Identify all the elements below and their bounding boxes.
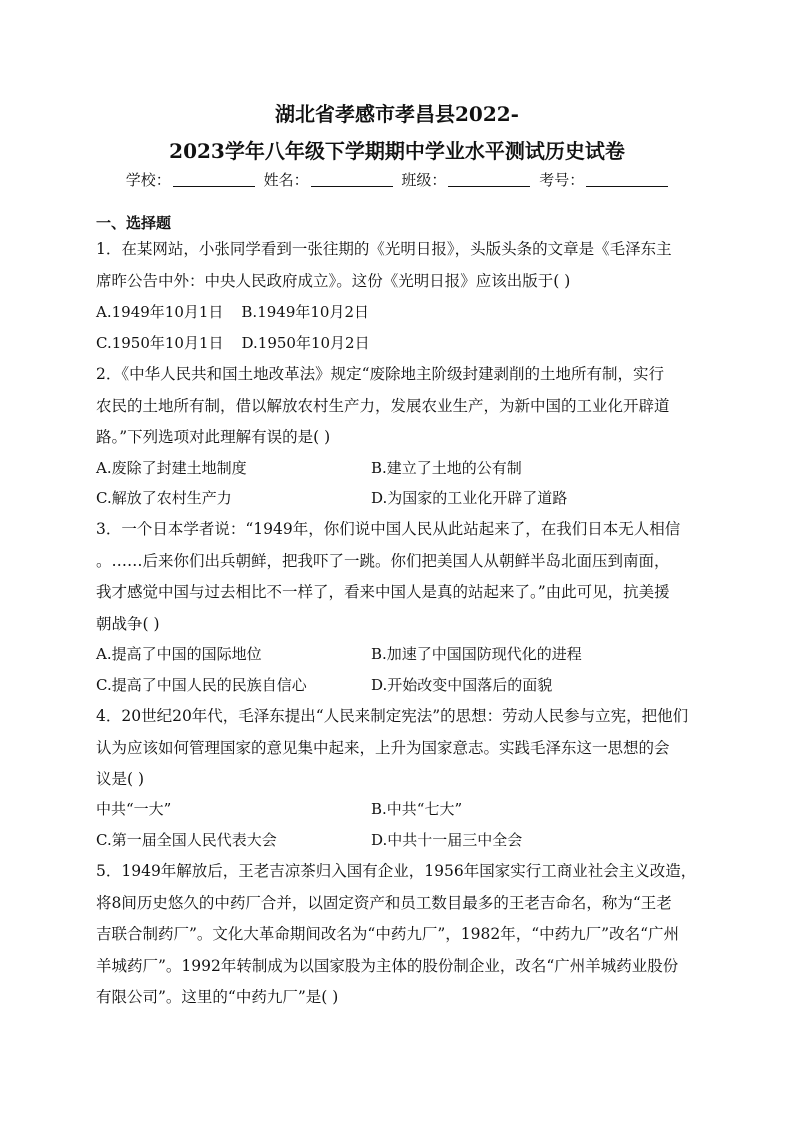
exam-title-line-2: 2023学年八年级下学期期中学业水平测试历史试卷	[169, 139, 625, 163]
name-blank	[311, 171, 393, 187]
option-b: B.建立了土地的公有制	[371, 459, 522, 477]
option-a: A.1949年10月1日	[96, 303, 224, 321]
class-blank	[448, 171, 530, 187]
option-b: B.1949年10月2日	[241, 303, 370, 321]
option-d: D.中共十一届三中全会	[371, 831, 523, 849]
school-field	[126, 170, 255, 190]
option-d: D.为国家的工业化开辟了道路	[371, 489, 568, 507]
question-1	[96, 234, 706, 297]
question-line: 农民的土地所有制，借以解放农村生产力，发展农业生产，为新中国的工业化开辟道	[96, 396, 670, 415]
option-c: C.解放了农村生产力	[96, 489, 232, 507]
question-1-options-row-2	[96, 333, 370, 353]
option-a: A.提高了中国的国际地位	[96, 645, 262, 663]
question-line: 。……后来你们出兵朝鲜，把我吓了一跳。你们把美国人从朝鲜半岛北面压到南面，	[96, 551, 670, 570]
question-line: 3．一个日本学者说：“1949年，你们说中国人民从此站起来了，在我们日本无人相信	[96, 520, 681, 538]
question-line: 1．在某网站，小张同学看到一张往期的《光明日报》，头版头条的文章是《毛泽东主	[96, 240, 672, 258]
section-heading: 一、选择题	[96, 214, 172, 232]
question-line: 议是( )	[96, 770, 145, 788]
question-line: 2．《中华人民共和国土地改革法》规定“废除地主阶级封建剥削的土地所有制，实行	[96, 365, 665, 383]
question-4	[96, 701, 706, 796]
option-c: C.第一届全国人民代表大会	[96, 831, 277, 849]
question-line: 朝战争( )	[96, 614, 160, 633]
question-line: 认为应该如何管理国家的意见集中起来，上升为国家意志。实践毛泽东这一思想的会	[96, 738, 670, 757]
school-label: 学校：	[125, 171, 171, 189]
class-label: 班级：	[401, 171, 447, 189]
name-field	[264, 170, 393, 190]
exam-number-label: 考号：	[539, 171, 585, 189]
question-line: 5．1949年解放后，王老吉凉茶归入国有企业，1956年国家实行工商业社会主义改造，	[96, 862, 697, 880]
question-line: 有限公司”。这里的“中药九厂”是( )	[96, 988, 339, 1006]
question-line: 将8间历史悠久的中药厂合并，以固定资产和员工数目最多的王老吉命名，称为“王老	[96, 893, 672, 912]
option-a: 中共“一大”	[96, 800, 172, 818]
class-field	[401, 170, 530, 190]
option-b: B.加速了中国国防现代化的进程	[371, 645, 582, 663]
option-c: C.1950年10月1日	[96, 334, 224, 352]
option-c: C.提高了中国人民的民族自信心	[96, 676, 307, 694]
option-d: D.开始改变中国落后的面貌	[371, 676, 553, 694]
school-blank	[173, 171, 255, 187]
question-3	[96, 514, 706, 640]
question-5	[96, 856, 706, 1014]
question-2	[96, 359, 706, 454]
option-a: A.废除了封建土地制度	[96, 459, 247, 477]
question-line: 席昨公告中外：中央人民政府成立》。这份《光明日报》应该出版于( )	[96, 271, 571, 290]
student-info-row	[0, 170, 794, 190]
exam-title-line-1: 湖北省孝感市孝昌县2022-	[275, 102, 519, 126]
name-label: 姓名：	[263, 171, 309, 189]
option-b: B.中共“七大”	[371, 800, 463, 818]
question-line: 我才感觉中国与过去相比不一样了，看来中国人是真的站起来了。”由此可见，抗美援	[96, 583, 670, 601]
question-line: 吉联合制药厂”。文化大革命期间改名为“中药九厂”，1982年，“中药九厂”改名“广州	[96, 925, 679, 943]
exam-number-field	[539, 170, 668, 190]
exam-number-blank	[586, 171, 668, 187]
question-line: 路。”下列选项对此理解有误的是( )	[96, 428, 331, 446]
option-d: D.1950年10月2日	[241, 334, 370, 352]
question-line: 4．20世纪20年代，毛泽东提出“人民来制定宪法”的思想：劳动人民参与立宪，把他们	[96, 707, 689, 725]
question-1-options-row-1	[96, 302, 369, 322]
question-line: 羊城药厂”。1992年转制成为以国家股为主体的股份制企业，改名“广州羊城药业股份	[96, 956, 679, 975]
